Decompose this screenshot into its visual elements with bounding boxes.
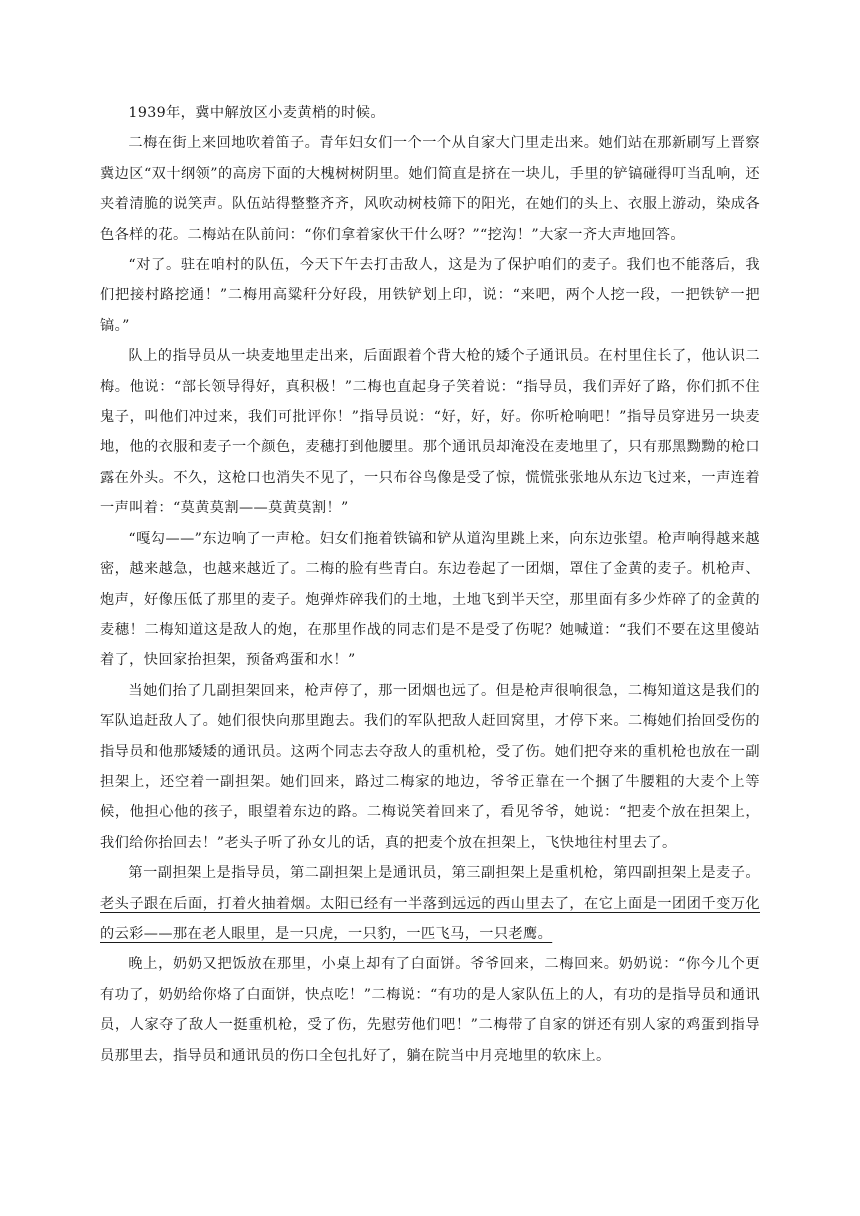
paragraph-four-stretchers	[100, 858, 760, 949]
paragraph-instructor: 队上的指导员从一块麦地里走出来，后面跟着个背大枪的矮个子通讯员。在村里住长了，他认识二梅。他说：“部长领导得好，真积极！”二梅也直起身子笑着说：“指导员，我们弄好了路，你们抓不住鬼子，叫他们冲过来，我们可批评你！”指导员说：“好，好，好。你听枪响吧！”指导员穿进另一块麦地，他的衣服和麦子一个颜色，麦穗打到他腰里。那个通讯员却淹没在麦地里了，只有那黑黝黝的枪口露在外头。不久，这枪口也消失不见了，一只布谷鸟像是受了惊，慌慌张张地从东边飞过来，一声连着一声叫着：“莫黄莫割——莫黄莫割！”	[100, 348, 760, 517]
paragraph-stretchers: 当她们抬了几副担架回来，枪声停了，那一团烟也远了。但是枪声很响很急，二梅知道这是我们的军队追赶敌人了。她们很快向那里跑去。我们的军队把敌人赶回窝里，才停下来。二梅她们抬回受伤的指导员和他那矮矮的通讯员。这两个同志去夺敌人的重机枪，受了伤。她们把夺来的重机枪也放在一副担架上，还空着一副担架。她们回来，路过二梅家的地边，爷爷正靠在一个捆了牛腰粗的大麦个上等候，他担心他的孩子，眼望着东边的路。二梅说笑着回来了，看见爷爷，她说：“把麦个放在担架上，我们给你抬回去！”老头子听了孙女儿的话，真的把麦个放在担架上，飞快地往村里去了。	[100, 682, 760, 851]
paragraph-erhmei-whistle: 二梅在街上来回地吹着笛子。青年妇女们一个一个从自家大门里走出来。她们站在那新刷写上晋察冀边区“双十纲领”的高房下面的大槐树树阴里。她们简直是挤在一块儿，手里的铲镐碰得叮当乱响，还夹着清脆的说笑声。队伍站得整整齐齐，风吹动树枝筛下的阳光，在她们的头上、衣服上游动，染成各色各样的花。二梅站在队前问：“你们拿着家伙干什么呀？”“挖沟！”大家一齐大声地回答。	[100, 135, 760, 243]
paragraph-four-stretchers-text: 第一副担架上是指导员，第二副担架上是通讯员，第三副担架上是重机枪，第四副担架上是麦子。	[128, 865, 760, 882]
paragraph-opening: 1939年，冀中解放区小麦黄梢的时候。	[128, 105, 385, 121]
underlined-passage: 老头子跟在后面，打着火抽着烟。太阳已经有一半落到远远的西山里去了，在它上面是一团团千变万化的云彩——那在老人眼里，是一只虎，一只豹，一匹飞马，一只老鹰。	[100, 895, 760, 942]
paragraph-evening: 晚上，奶奶又把饭放在那里，小桌上却有了白面饼。爷爷回来，二梅回来。奶奶说：“你今儿个更有功了，奶奶给你烙了白面饼，快点吃！”二梅说：“有功的是人家队伍上的人，有功的是指导员和通讯员，人家夺了敌人一挺重机枪，受了伤，先慰劳他们吧！”二梅带了自家的饼还有别人家的鸡蛋到指导员那里去，指导员和通讯员的伤口全包扎好了，躺在院当中月亮地里的软床上。	[100, 956, 760, 1064]
paragraph-gunfire: “嘎勾——”东边响了一声枪。妇女们拖着铁镐和铲从道沟里跳上来，向东边张望。枪声响得越来越密，越来越急，也越来越近了。二梅的脸有些青白。东边卷起了一团烟，罩住了金黄的麦子。机枪声、炮声，好像压低了那里的麦子。炮弹炸碎我们的土地，土地飞到半天空，那里面有多少炸碎了的金黄的麦穗！二梅知道这是敌人的炮，在那里作战的同志们是不是受了伤呢？她喊道：“我们不要在这里傻站着了，快回家抬担架，预备鸡蛋和水！”	[100, 530, 760, 669]
paragraph-dig-road: “对了。驻在咱村的队伍，今天下午去打击敌人，这是为了保护咱们的麦子。我们也不能落后，我们把接村路挖通！”二梅用高粱秆分好段，用铁铲划上印，说：“来吧，两个人挖一段，一把铁铲一把镐。”	[100, 257, 760, 334]
